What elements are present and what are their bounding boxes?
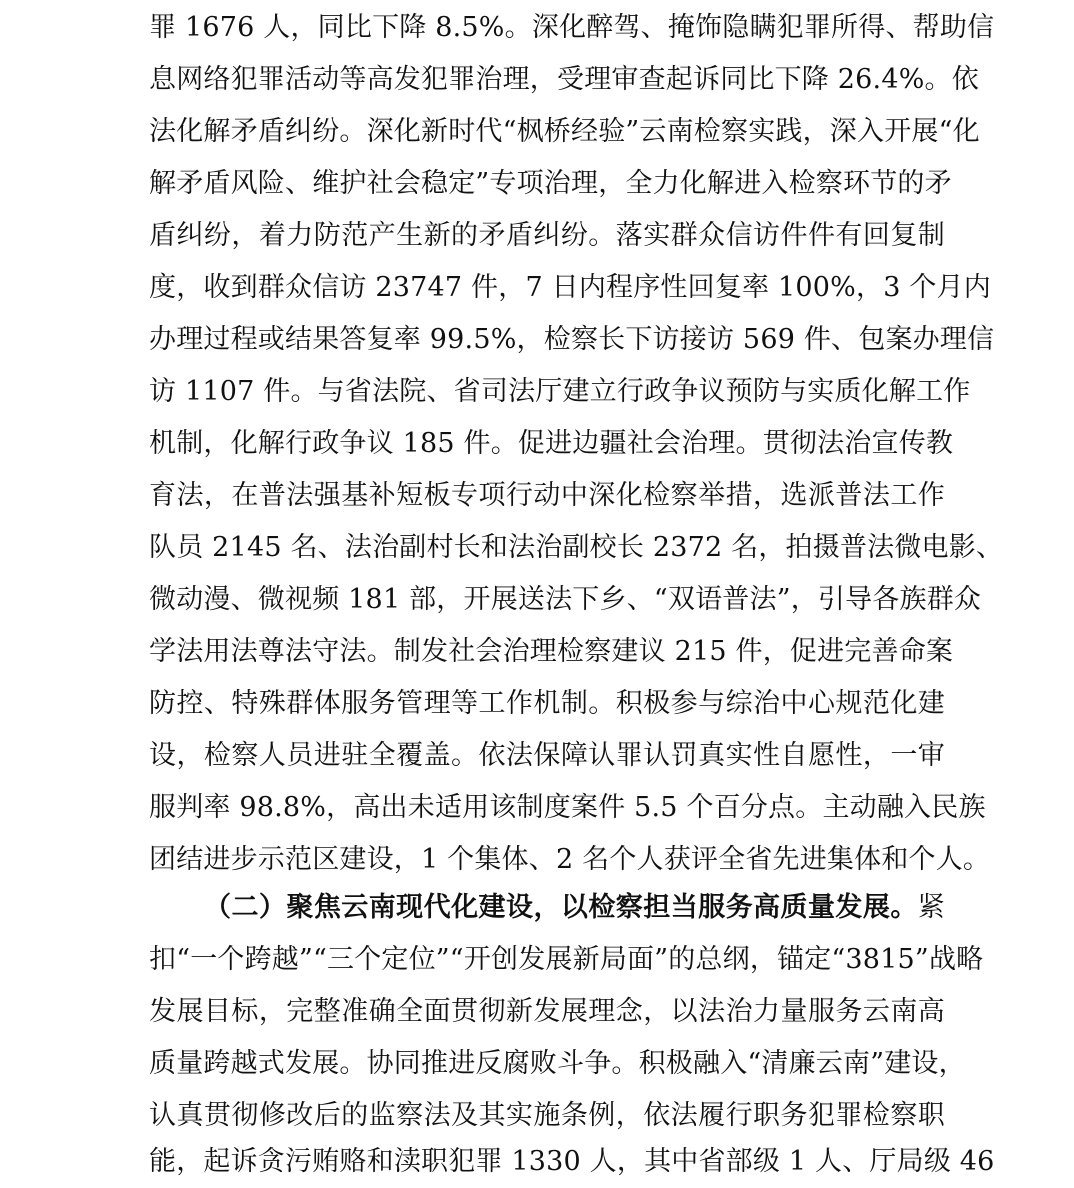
paragraph-line: 扣“一个跨越”“三个定位”“开创发展新局面”的总纲，锚定“3815”战略: [149, 944, 984, 975]
paragraph-line: 防控、特殊群体服务管理等工作机制。积极参与综治中心规范化建: [149, 688, 945, 719]
paragraph-line: 服判率 98.8%，高出未适用该制度案件 5.5 个百分点。主动融入民族: [149, 792, 986, 823]
paragraph-line: 育法，在普法强基补短板专项行动中深化检察举措，选派普法工作: [149, 480, 945, 511]
paragraph-line: 盾纠纷，着力防范产生新的矛盾纠纷。落实群众信访件件有回复制: [149, 220, 945, 251]
paragraph-line: 发展目标，完整准确全面贯彻新发展理念，以法治力量服务云南高: [149, 996, 945, 1027]
paragraph-line: 团结进步示范区建设，1 个集体、2 名个人获评全省先进集体和个人。: [149, 844, 991, 875]
paragraph-line: 设，检察人员进驻全覆盖。依法保障认罪认罚真实性自愿性，一审: [149, 740, 945, 771]
paragraph-line: 能，起诉贪污贿赂和渎职犯罪 1330 人，其中省部级 1 人、厅局级 46: [149, 1146, 995, 1177]
paragraph-line: 质量跨越式发展。协同推进反腐败斗争。积极融入“清廉云南”建设，: [149, 1048, 966, 1079]
paragraph-line: 度，收到群众信访 23747 件，7 日内程序性回复率 100%，3 个月内: [149, 272, 991, 303]
paragraph-line: 息网络犯罪活动等高发犯罪治理，受理审查起诉同比下降 26.4%。依: [149, 64, 979, 95]
paragraph-line: 学法用法尊法守法。制发社会治理检察建议 215 件，促进完善命案: [149, 636, 954, 667]
paragraph-line: 法化解矛盾纠纷。深化新时代“枫桥经验”云南检察实践，深入开展“化: [149, 116, 980, 147]
paragraph-line: 解矛盾风险、维护社会稳定”专项治理，全力化解进入检察环节的矛: [149, 168, 952, 199]
paragraph-line: 队员 2145 名、法治副村长和法治副校长 2372 名，拍摄普法微电影、: [149, 532, 1004, 563]
paragraph-line: 机制，化解行政争议 185 件。促进边疆社会治理。贯彻法治宣传教: [149, 428, 954, 459]
heading-continuation: 紧: [917, 892, 945, 923]
paragraph-line: 罪 1676 人，同比下降 8.5%。深化醉驾、掩饰隐瞒犯罪所得、帮助信: [149, 12, 995, 43]
section-heading-line: [204, 882, 945, 934]
paragraph-line: 访 1107 件。与省法院、省司法厅建立行政争议预防与实质化解工作: [149, 376, 971, 407]
paragraph-line: 微动漫、微视频 181 部，开展送法下乡、“双语普法”，引导各族群众: [149, 584, 982, 615]
paragraph-line: 认真贯彻修改后的监察法及其实施条例，依法履行职务犯罪检察职: [149, 1100, 945, 1131]
section-heading: （二）聚焦云南现代化建设，以检察担当服务高质量发展。: [204, 892, 918, 923]
paragraph-line: 办理过程或结果答复率 99.5%，检察长下访接访 569 件、包案办理信: [149, 324, 995, 355]
